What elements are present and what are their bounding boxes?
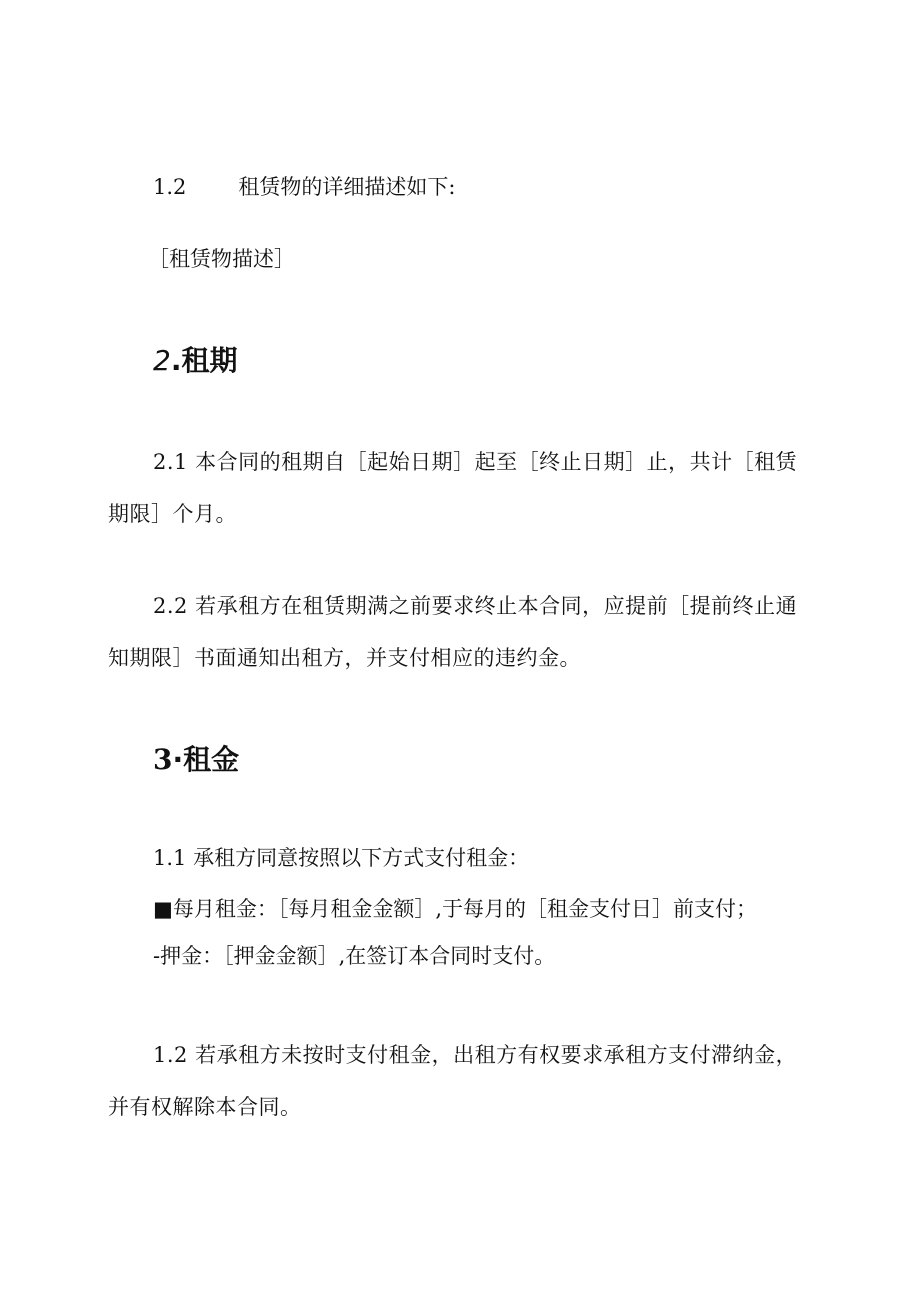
clause-2-1: 2.1 本合同的租期自［起始日期］起至［终止日期］止，共计［租赁期限］个月。 <box>108 450 798 526</box>
section-3-title: ·租金 <box>172 743 240 776</box>
bullet-deposit: -押金：［押金金额］,在签订本合同时支付。 <box>153 944 556 968</box>
clause-3-1-2: 1.2 若承租方未按时支付租金，出租方有权要求承租方支付滞纳金，并有权解除本合同。 <box>108 1043 798 1119</box>
section-3-heading <box>153 743 239 777</box>
section-3-number: 3 <box>153 743 173 776</box>
section-2-heading <box>153 344 237 378</box>
section-2-number: 2 <box>153 344 171 377</box>
bullet-monthly-rent: ■每月租金：［每月租金金额］,于每月的［租金支付日］前支付； <box>153 897 758 921</box>
clause-1-2-text: 租赁物的详细描述如下: <box>238 175 456 199</box>
section-2-title: .租期 <box>170 344 238 377</box>
clause-1-2 <box>153 174 455 201</box>
clause-3-1-1: 1.1 承租方同意按照以下方式支付租金： <box>153 846 530 870</box>
clause-2-2: 2.2 若承租方在租赁期满之前要求终止本合同，应提前［提前终止通知期限］书面通知出租方，并支付相应的违约金。 <box>108 594 798 670</box>
clause-1-2-number: 1.2 <box>153 175 187 199</box>
leased-item-placeholder: ［租赁物描述］ <box>148 247 295 271</box>
